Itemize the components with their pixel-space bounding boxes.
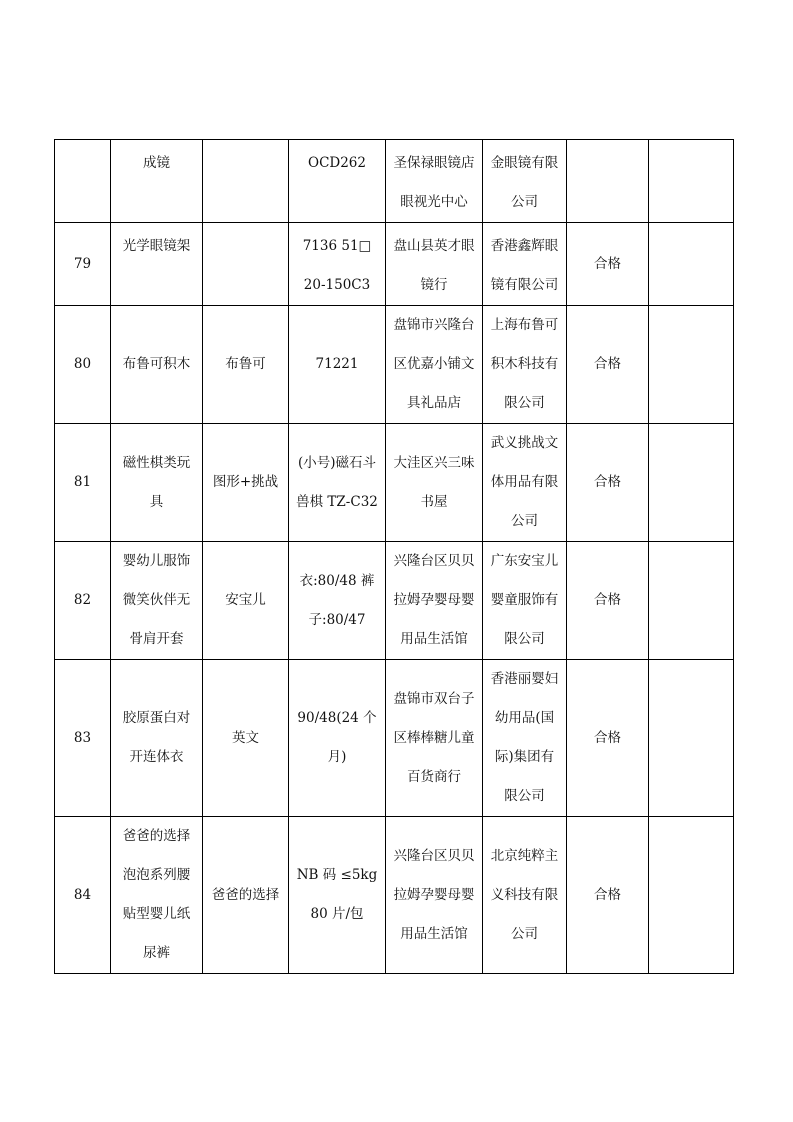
result: 合格 [567,817,649,974]
result [567,140,649,223]
seller: 圣保禄眼镜店 眼视光中心 [386,140,483,223]
product-name: 婴幼儿服饰 微笑伙伴无 骨肩开套 [111,542,203,660]
brand: 安宝儿 [203,542,289,660]
note [649,660,734,817]
brand [203,223,289,306]
table-row [55,140,734,223]
note [649,223,734,306]
row-number: 83 [55,660,111,817]
product-name: 磁性棋类玩 具 [111,424,203,542]
row-number: 81 [55,424,111,542]
brand: 英文 [203,660,289,817]
row-number: 82 [55,542,111,660]
seller: 盘锦市兴隆台 区优嘉小铺文 具礼品店 [386,306,483,424]
brand [203,140,289,223]
row-number [55,140,111,223]
seller: 盘山县英才眼 镜行 [386,223,483,306]
product-name: 成镜 [111,140,203,223]
note [649,817,734,974]
note [649,424,734,542]
table-row [55,817,734,974]
brand: 爸爸的选择 [203,817,289,974]
model-spec: 90/48(24 个 月) [289,660,386,817]
note [649,140,734,223]
model-spec: 71221 [289,306,386,424]
seller: 兴隆台区贝贝 拉姆孕婴母婴 用品生活馆 [386,817,483,974]
model-spec: 7136 51□ 20-150C3 [289,223,386,306]
row-number: 84 [55,817,111,974]
brand: 图形+挑战 [203,424,289,542]
result: 合格 [567,424,649,542]
table-row [55,306,734,424]
result: 合格 [567,223,649,306]
result: 合格 [567,660,649,817]
row-number: 80 [55,306,111,424]
table-row [55,542,734,660]
result: 合格 [567,542,649,660]
product-name: 布鲁可积木 [111,306,203,424]
seller: 大洼区兴三味 书屋 [386,424,483,542]
product-table [54,139,734,974]
seller: 兴隆台区贝贝 拉姆孕婴母婴 用品生活馆 [386,542,483,660]
manufacturer: 广东安宝儿 婴童服饰有 限公司 [483,542,567,660]
model-spec: NB 码 ≤5kg 80 片/包 [289,817,386,974]
manufacturer: 上海布鲁可 积木科技有 限公司 [483,306,567,424]
brand: 布鲁可 [203,306,289,424]
manufacturer: 北京纯粹主 义科技有限 公司 [483,817,567,974]
manufacturer: 金眼镜有限 公司 [483,140,567,223]
product-name: 光学眼镜架 [111,223,203,306]
manufacturer: 香港丽婴妇 幼用品(国 际)集团有 限公司 [483,660,567,817]
row-number: 79 [55,223,111,306]
seller: 盘锦市双台子 区棒棒糖儿童 百货商行 [386,660,483,817]
manufacturer: 香港鑫辉眼 镜有限公司 [483,223,567,306]
table-row [55,424,734,542]
note [649,306,734,424]
table-row [55,660,734,817]
note [649,542,734,660]
table-row [55,223,734,306]
manufacturer: 武义挑战文 体用品有限 公司 [483,424,567,542]
product-name: 爸爸的选择 泡泡系列腰 贴型婴儿纸 尿裤 [111,817,203,974]
result: 合格 [567,306,649,424]
model-spec: 衣:80/48 裤 子:80/47 [289,542,386,660]
product-name: 胶原蛋白对 开连体衣 [111,660,203,817]
model-spec: OCD262 [289,140,386,223]
model-spec: (小号)磁石斗 兽棋 TZ-C32 [289,424,386,542]
